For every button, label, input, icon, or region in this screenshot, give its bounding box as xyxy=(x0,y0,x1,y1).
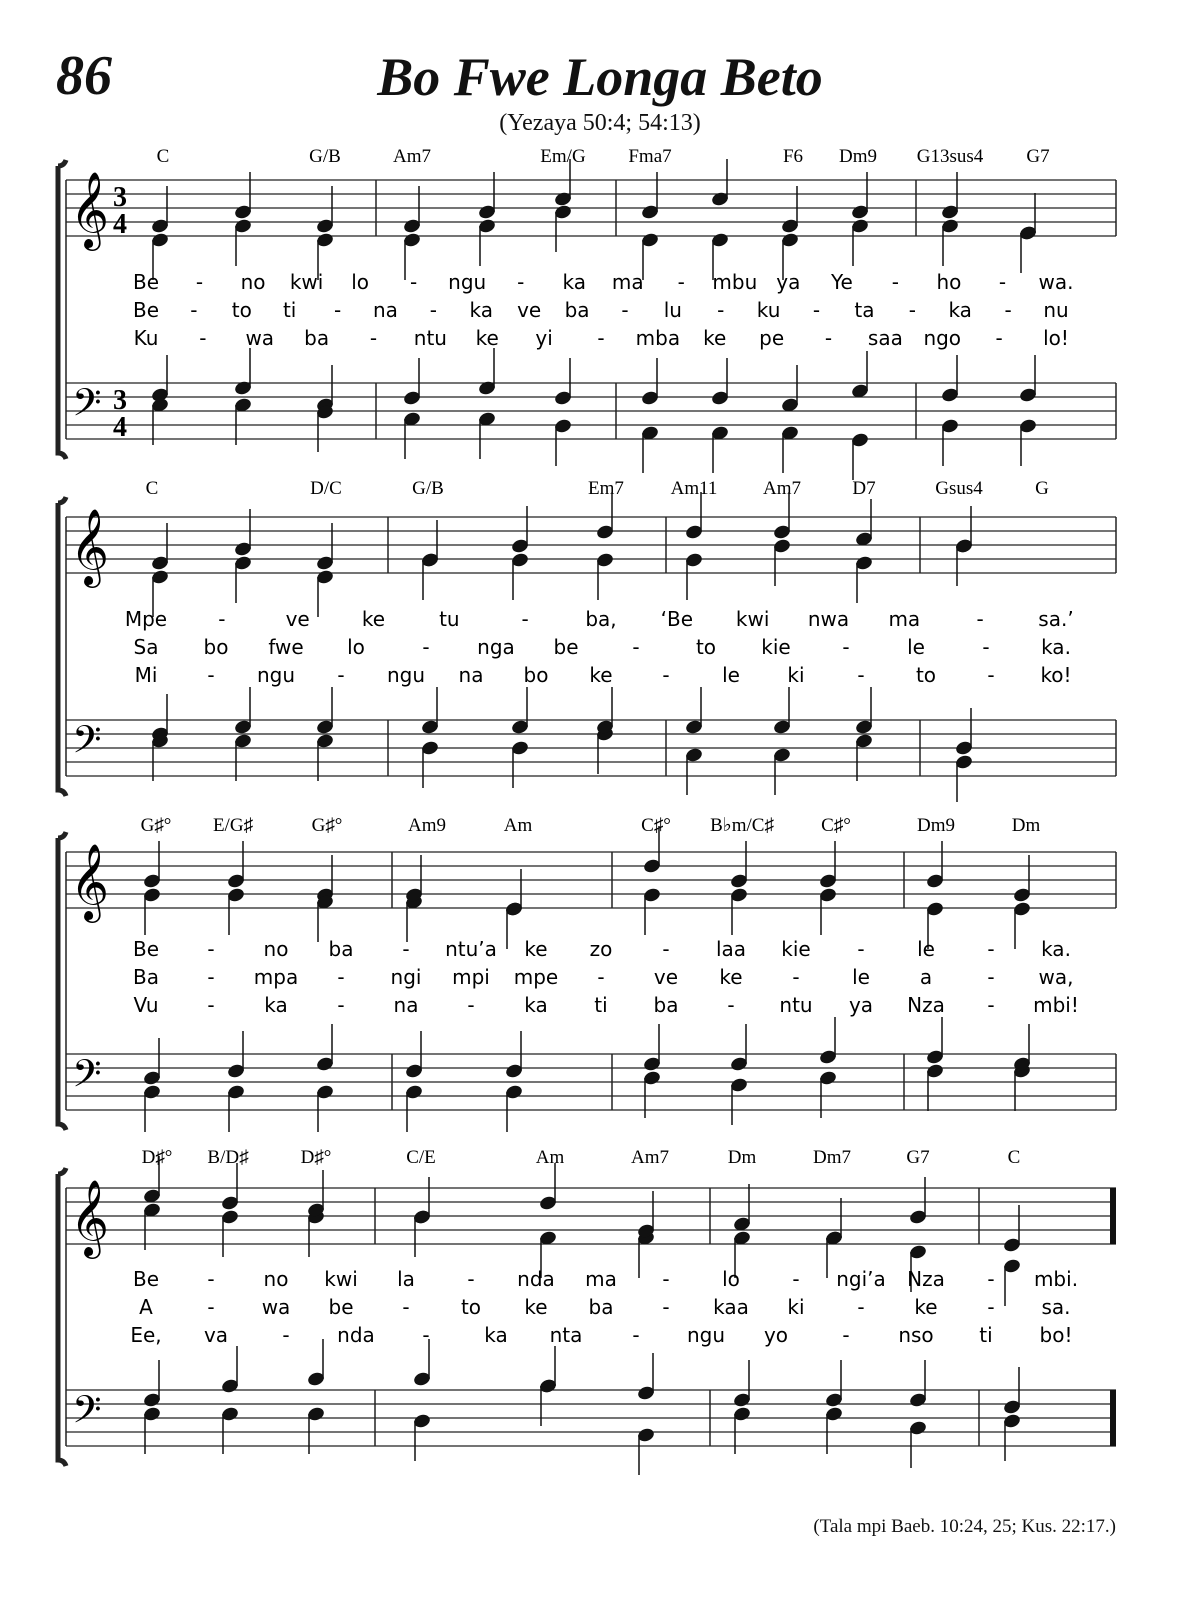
lyric-syllable: nso xyxy=(898,1323,934,1347)
time-signature-bottom: 4 xyxy=(113,209,127,240)
lyric-syllable: - xyxy=(402,1295,410,1319)
lyric-syllable: ka xyxy=(264,993,288,1017)
chord-symbol: G♯° xyxy=(311,815,343,836)
chord-symbol: G/B xyxy=(309,146,341,167)
chord-symbol: E/G♯ xyxy=(212,815,254,836)
time-signature-bottom: 4 xyxy=(113,412,127,443)
lyric-syllable: - xyxy=(282,1323,290,1347)
lyric-syllable: kaa xyxy=(713,1295,749,1319)
chord-symbol: D♯° xyxy=(300,1147,332,1168)
chord-symbol: D/C xyxy=(310,478,342,499)
lyric-syllable: ke xyxy=(361,607,386,631)
lyric-syllable: le xyxy=(917,937,935,961)
lyric-syllable: - xyxy=(621,298,629,322)
lyric-syllable: nta xyxy=(549,1323,583,1347)
lyric-syllable: ya xyxy=(848,993,874,1017)
lyric-syllable: ke xyxy=(475,326,499,350)
lyric-syllable: - xyxy=(207,965,215,989)
lyric-syllable: ma xyxy=(585,1267,617,1291)
lyric-syllable: ka. xyxy=(1041,635,1071,659)
lyric-syllable: to xyxy=(231,298,252,322)
lyric-syllable: to xyxy=(460,1295,482,1319)
lyric-syllable: - xyxy=(207,663,215,687)
lyric-syllable: - xyxy=(857,663,865,687)
lyric-syllable: na xyxy=(458,663,484,687)
lyric-syllable: be xyxy=(328,1295,354,1319)
lyric-syllable: ma xyxy=(611,270,644,294)
lyric-syllable: - xyxy=(337,965,345,989)
lyric-syllable: Sa xyxy=(133,635,159,659)
lyric-syllable: - xyxy=(891,270,900,294)
lyric-syllable: la xyxy=(397,1267,415,1291)
lyric-syllable: ve xyxy=(517,298,542,322)
lyric-syllable: - xyxy=(429,298,437,322)
time-signature-top: 3 xyxy=(113,385,127,416)
lyric-syllable: - xyxy=(337,663,345,687)
lyric-syllable: - xyxy=(632,1323,640,1347)
lyric-syllable: le xyxy=(722,663,740,687)
lyric-syllable: nga xyxy=(477,635,515,659)
lyric-syllable: ba xyxy=(304,326,330,350)
lyric-syllable: lo xyxy=(722,1267,740,1291)
lyric-syllable: Mpe xyxy=(124,607,168,631)
lyric-syllable: ngu xyxy=(448,270,487,294)
chord-symbol: Am xyxy=(535,1147,565,1168)
lyric-syllable: kie xyxy=(761,635,791,659)
lyric-syllable: - xyxy=(857,937,865,961)
lyric-syllable: ho xyxy=(936,270,962,294)
lyric-syllable: ti xyxy=(594,993,608,1017)
lyric-syllable: zo xyxy=(589,937,613,961)
treble-clef-icon: 𝄞 xyxy=(70,843,110,920)
lyric-syllable: ka xyxy=(948,298,972,322)
hymn-title: Bo Fwe Longa Beto xyxy=(377,47,823,107)
lyric-syllable: - xyxy=(662,663,670,687)
chord-symbol: Fma7 xyxy=(628,146,672,167)
lyric-syllable: - xyxy=(908,298,916,322)
lyric-syllable: - xyxy=(812,298,821,322)
lyric-syllable: mpe xyxy=(513,965,559,989)
lyric-syllable: ve xyxy=(285,607,310,631)
chord-symbol: Am7 xyxy=(631,1147,669,1168)
lyric-syllable: no xyxy=(263,937,289,961)
lyric-syllable: - xyxy=(402,937,410,961)
lyric-syllable: - xyxy=(517,270,525,294)
lyric-syllable: - xyxy=(207,993,215,1017)
lyric-syllable: mba xyxy=(635,326,681,350)
lyric-syllable: ke xyxy=(703,326,727,350)
lyric-syllable: - xyxy=(467,1267,475,1291)
final-barline xyxy=(1110,1390,1116,1446)
chord-symbol: G/B xyxy=(412,478,444,499)
lyric-syllable: be xyxy=(553,635,579,659)
lyric-syllable: - xyxy=(998,270,1007,294)
lyric-syllable: - xyxy=(677,270,685,294)
lyric-syllable: Be xyxy=(132,270,160,294)
lyric-syllable: - xyxy=(662,937,670,961)
lyric-syllable: ntu xyxy=(779,993,813,1017)
lyric-syllable: - xyxy=(987,993,995,1017)
lyric-syllable: - xyxy=(190,298,198,322)
lyric-syllable: - xyxy=(987,663,995,687)
chord-symbol: Am7 xyxy=(393,146,431,167)
lyric-syllable: - xyxy=(207,937,215,961)
lyric-syllable: bo! xyxy=(1039,1323,1073,1347)
lyric-syllable: ke xyxy=(719,965,743,989)
chord-symbol: Am11 xyxy=(670,478,718,499)
lyric-syllable: ntu’a xyxy=(445,937,497,961)
lyric-syllable: Ee, xyxy=(130,1323,162,1347)
system-4 xyxy=(58,1147,1116,1475)
chord-symbol: Em/G xyxy=(540,146,586,167)
lyric-syllable: wa xyxy=(245,326,275,350)
lyric-syllable: kie xyxy=(781,937,811,961)
lyric-syllable: sa.’ xyxy=(1038,607,1074,631)
lyric-syllable: nu xyxy=(1043,298,1069,322)
system-bracket xyxy=(58,160,66,459)
lyric-syllable: - xyxy=(727,993,735,1017)
bass-clef-icon: 𝄢 xyxy=(72,1051,102,1105)
lyric-syllable: tu xyxy=(439,607,460,631)
lyric-syllable: lo xyxy=(351,270,370,294)
chord-symbol: G13sus4 xyxy=(916,146,984,167)
treble-clef-icon: 𝄞 xyxy=(70,508,110,585)
lyric-syllable: bo xyxy=(523,663,549,687)
system-2 xyxy=(58,478,1116,802)
lyric-syllable: - xyxy=(842,1323,850,1347)
lyric-syllable: lo xyxy=(347,635,365,659)
chord-symbol: B♭m/C♯ xyxy=(710,815,774,836)
lyric-syllable: ‘Be xyxy=(660,607,694,631)
lyric-syllable: - xyxy=(337,993,345,1017)
chord-symbol: C♯° xyxy=(821,815,851,836)
lyric-syllable: ngu xyxy=(386,663,426,687)
lyric-syllable: - xyxy=(982,635,990,659)
lyric-syllable: ka xyxy=(469,298,494,322)
lyric-syllable: Be xyxy=(132,298,160,322)
lyric-syllable: - xyxy=(842,635,850,659)
chord-symbol: C xyxy=(1007,1147,1021,1168)
lyric-syllable: nda xyxy=(517,1267,555,1291)
lyric-syllable: saa xyxy=(867,326,903,350)
chord-symbol: F6 xyxy=(782,146,804,167)
lyric-syllable: - xyxy=(597,326,605,350)
lyric-syllable: ka xyxy=(562,270,586,294)
lyric-syllable: ke xyxy=(589,663,613,687)
lyric-syllable: na xyxy=(393,993,419,1017)
lyric-syllable: Nza xyxy=(907,993,945,1017)
lyric-syllable: na xyxy=(373,298,398,322)
lyric-syllable: - xyxy=(857,1295,865,1319)
lyric-syllable: ba, xyxy=(585,607,617,631)
lyric-syllable: ngu xyxy=(686,1323,726,1347)
lyric-syllable: ti xyxy=(282,298,297,322)
lyric-syllable: ngo xyxy=(923,326,962,350)
scripture-reference: (Yezaya 50:4; 54:13) xyxy=(499,110,701,136)
lyric-syllable: a xyxy=(919,965,933,989)
chord-symbol: C xyxy=(156,146,170,167)
lyric-syllable: - xyxy=(410,270,418,294)
lyric-syllable: ba xyxy=(328,937,354,961)
lyric-syllable: - xyxy=(792,965,800,989)
lyric-syllable: mbi! xyxy=(1033,993,1079,1017)
lyric-syllable: - xyxy=(987,965,995,989)
lyric-syllable: - xyxy=(995,326,1003,350)
lyric-syllable: yi xyxy=(535,326,553,350)
lyric-syllable: - xyxy=(333,298,342,322)
lyric-syllable: laa xyxy=(715,937,747,961)
lyric-syllable: - xyxy=(521,607,529,631)
system-1 xyxy=(58,146,1116,480)
lyric-syllable: nda xyxy=(337,1323,375,1347)
footnote: (Tala mpi Baeb. 10:24, 25; Kus. 22:17.) xyxy=(813,1516,1116,1537)
lyric-syllable: Be xyxy=(132,1267,160,1291)
chord-symbol: C♯° xyxy=(641,815,671,836)
lyric-syllable: ke xyxy=(524,1295,548,1319)
hymn-number: 86 xyxy=(56,45,112,107)
lyric-syllable: mpa xyxy=(253,965,299,989)
lyric-syllable: ko! xyxy=(1040,663,1072,687)
lyric-syllable: - xyxy=(207,1295,215,1319)
lyric-syllable: ki xyxy=(787,663,805,687)
lyric-syllable: yo xyxy=(763,1323,789,1347)
lyric-syllable: to xyxy=(915,663,937,687)
treble-clef-icon: 𝄞 xyxy=(70,171,110,248)
chord-symbol: D♯° xyxy=(141,1147,173,1168)
chord-symbol: Am xyxy=(503,815,533,836)
system-bracket xyxy=(58,832,66,1130)
system-bracket xyxy=(58,497,66,796)
lyric-syllable: mbu xyxy=(712,270,758,294)
lyric-syllable: - xyxy=(824,326,833,350)
lyric-syllable: - xyxy=(218,607,226,631)
chord-symbol: Am9 xyxy=(408,815,446,836)
lyric-syllable: ku xyxy=(756,298,781,322)
lyric-syllable: ke xyxy=(914,1295,938,1319)
chord-symbol: G7 xyxy=(906,1147,930,1168)
lyric-syllable: A xyxy=(139,1295,153,1319)
lyric-syllable: ngu xyxy=(256,663,296,687)
lyric-syllable: ba xyxy=(653,993,679,1017)
lyric-syllable: ki xyxy=(787,1295,805,1319)
lyric-syllable: to xyxy=(695,635,717,659)
lyric-syllable: kwi xyxy=(324,1267,358,1291)
lyric-syllable: lu xyxy=(663,298,682,322)
lyric-syllable: - xyxy=(987,1267,995,1291)
lyric-syllable: ti xyxy=(979,1323,993,1347)
chord-symbol: Am7 xyxy=(763,478,801,499)
lyric-syllable: - xyxy=(662,1267,670,1291)
chord-symbol: Dm xyxy=(727,1147,757,1168)
treble-clef-icon: 𝄞 xyxy=(70,1179,110,1256)
lyric-syllable: Be xyxy=(132,937,160,961)
lyric-syllable: - xyxy=(195,270,204,294)
lyric-syllable: pe xyxy=(759,326,785,350)
lyric-syllable: le xyxy=(852,965,870,989)
chord-symbol: Dm9 xyxy=(839,146,877,167)
final-barline xyxy=(1110,1188,1116,1244)
lyric-syllable: - xyxy=(976,607,984,631)
lyric-syllable: - xyxy=(632,635,640,659)
lyric-syllable: - xyxy=(422,635,430,659)
chord-symbol: D7 xyxy=(852,478,876,499)
lyric-syllable: ntu xyxy=(413,326,447,350)
chord-symbol: G♯° xyxy=(140,815,172,836)
lyric-syllable: - xyxy=(207,1267,215,1291)
lyric-syllable: - xyxy=(422,1323,430,1347)
system-bracket xyxy=(58,1168,66,1466)
chord-symbol: Dm9 xyxy=(917,815,955,836)
chord-symbol: Gsus4 xyxy=(935,478,983,499)
lyric-syllable: - xyxy=(597,965,605,989)
time-signature-top: 3 xyxy=(113,182,127,213)
lyric-syllable: fwe xyxy=(268,635,304,659)
lyric-syllable: wa. xyxy=(1038,270,1074,294)
lyric-syllable: - xyxy=(1004,298,1012,322)
chord-symbol: G xyxy=(1035,478,1049,499)
bass-clef-icon: 𝄢 xyxy=(72,717,102,771)
lyric-syllable: - xyxy=(199,326,207,350)
lyric-syllable: Ku xyxy=(133,326,159,350)
lyric-syllable: Ye xyxy=(830,270,853,294)
lyric-syllable: Ba xyxy=(133,965,159,989)
lyric-syllable: ke xyxy=(524,937,548,961)
system-3 xyxy=(58,815,1116,1132)
lyric-syllable: ba xyxy=(588,1295,614,1319)
lyric-syllable: ya xyxy=(776,270,801,294)
lyric-syllable: no xyxy=(263,1267,289,1291)
lyric-syllable: ngi xyxy=(390,965,422,989)
lyric-syllable: ngi’a xyxy=(836,1267,886,1291)
lyric-syllable: ta xyxy=(854,298,875,322)
lyric-syllable: nwa xyxy=(807,607,850,631)
chord-symbol: Dm7 xyxy=(813,1147,851,1168)
lyric-syllable: lo! xyxy=(1043,326,1069,350)
bass-clef-icon: 𝄢 xyxy=(72,1387,102,1441)
lyric-syllable: ka xyxy=(524,993,548,1017)
chord-symbol: B/D♯ xyxy=(207,1147,249,1168)
bass-clef-icon: 𝄢 xyxy=(72,380,102,434)
chord-symbol: G7 xyxy=(1026,146,1050,167)
chord-symbol: Em7 xyxy=(588,478,624,499)
lyric-syllable: - xyxy=(792,1267,800,1291)
lyric-syllable: mbi. xyxy=(1033,1267,1079,1291)
lyric-syllable: sa. xyxy=(1041,1295,1071,1319)
lyric-syllable: ka. xyxy=(1041,937,1071,961)
lyric-syllable: kwi xyxy=(289,270,324,294)
lyric-syllable: le xyxy=(907,635,925,659)
lyric-syllable: - xyxy=(662,1295,670,1319)
lyric-syllable: ka xyxy=(484,1323,508,1347)
lyric-syllable: wa xyxy=(261,1295,291,1319)
lyric-syllable: - xyxy=(987,1295,995,1319)
lyric-syllable: - xyxy=(717,298,725,322)
lyric-syllable: kwi xyxy=(735,607,770,631)
chord-symbol: C/E xyxy=(406,1147,436,1168)
lyric-syllable: wa, xyxy=(1038,965,1074,989)
chord-symbol: Dm xyxy=(1011,815,1041,836)
lyric-syllable: ma xyxy=(888,607,921,631)
lyric-syllable: mpi xyxy=(452,965,490,989)
lyric-syllable: - xyxy=(467,993,475,1017)
lyric-syllable: - xyxy=(369,326,378,350)
chord-symbol: C xyxy=(145,478,159,499)
lyric-syllable: ve xyxy=(653,965,679,989)
lyric-syllable: no xyxy=(240,270,266,294)
lyric-syllable: - xyxy=(987,937,995,961)
lyric-syllable: va xyxy=(203,1323,229,1347)
lyric-syllable: Vu xyxy=(133,993,159,1017)
lyric-syllable: bo xyxy=(203,635,229,659)
lyric-syllable: ba xyxy=(564,298,590,322)
lyric-syllable: Mi xyxy=(134,663,158,687)
lyric-syllable: Nza xyxy=(907,1267,945,1291)
